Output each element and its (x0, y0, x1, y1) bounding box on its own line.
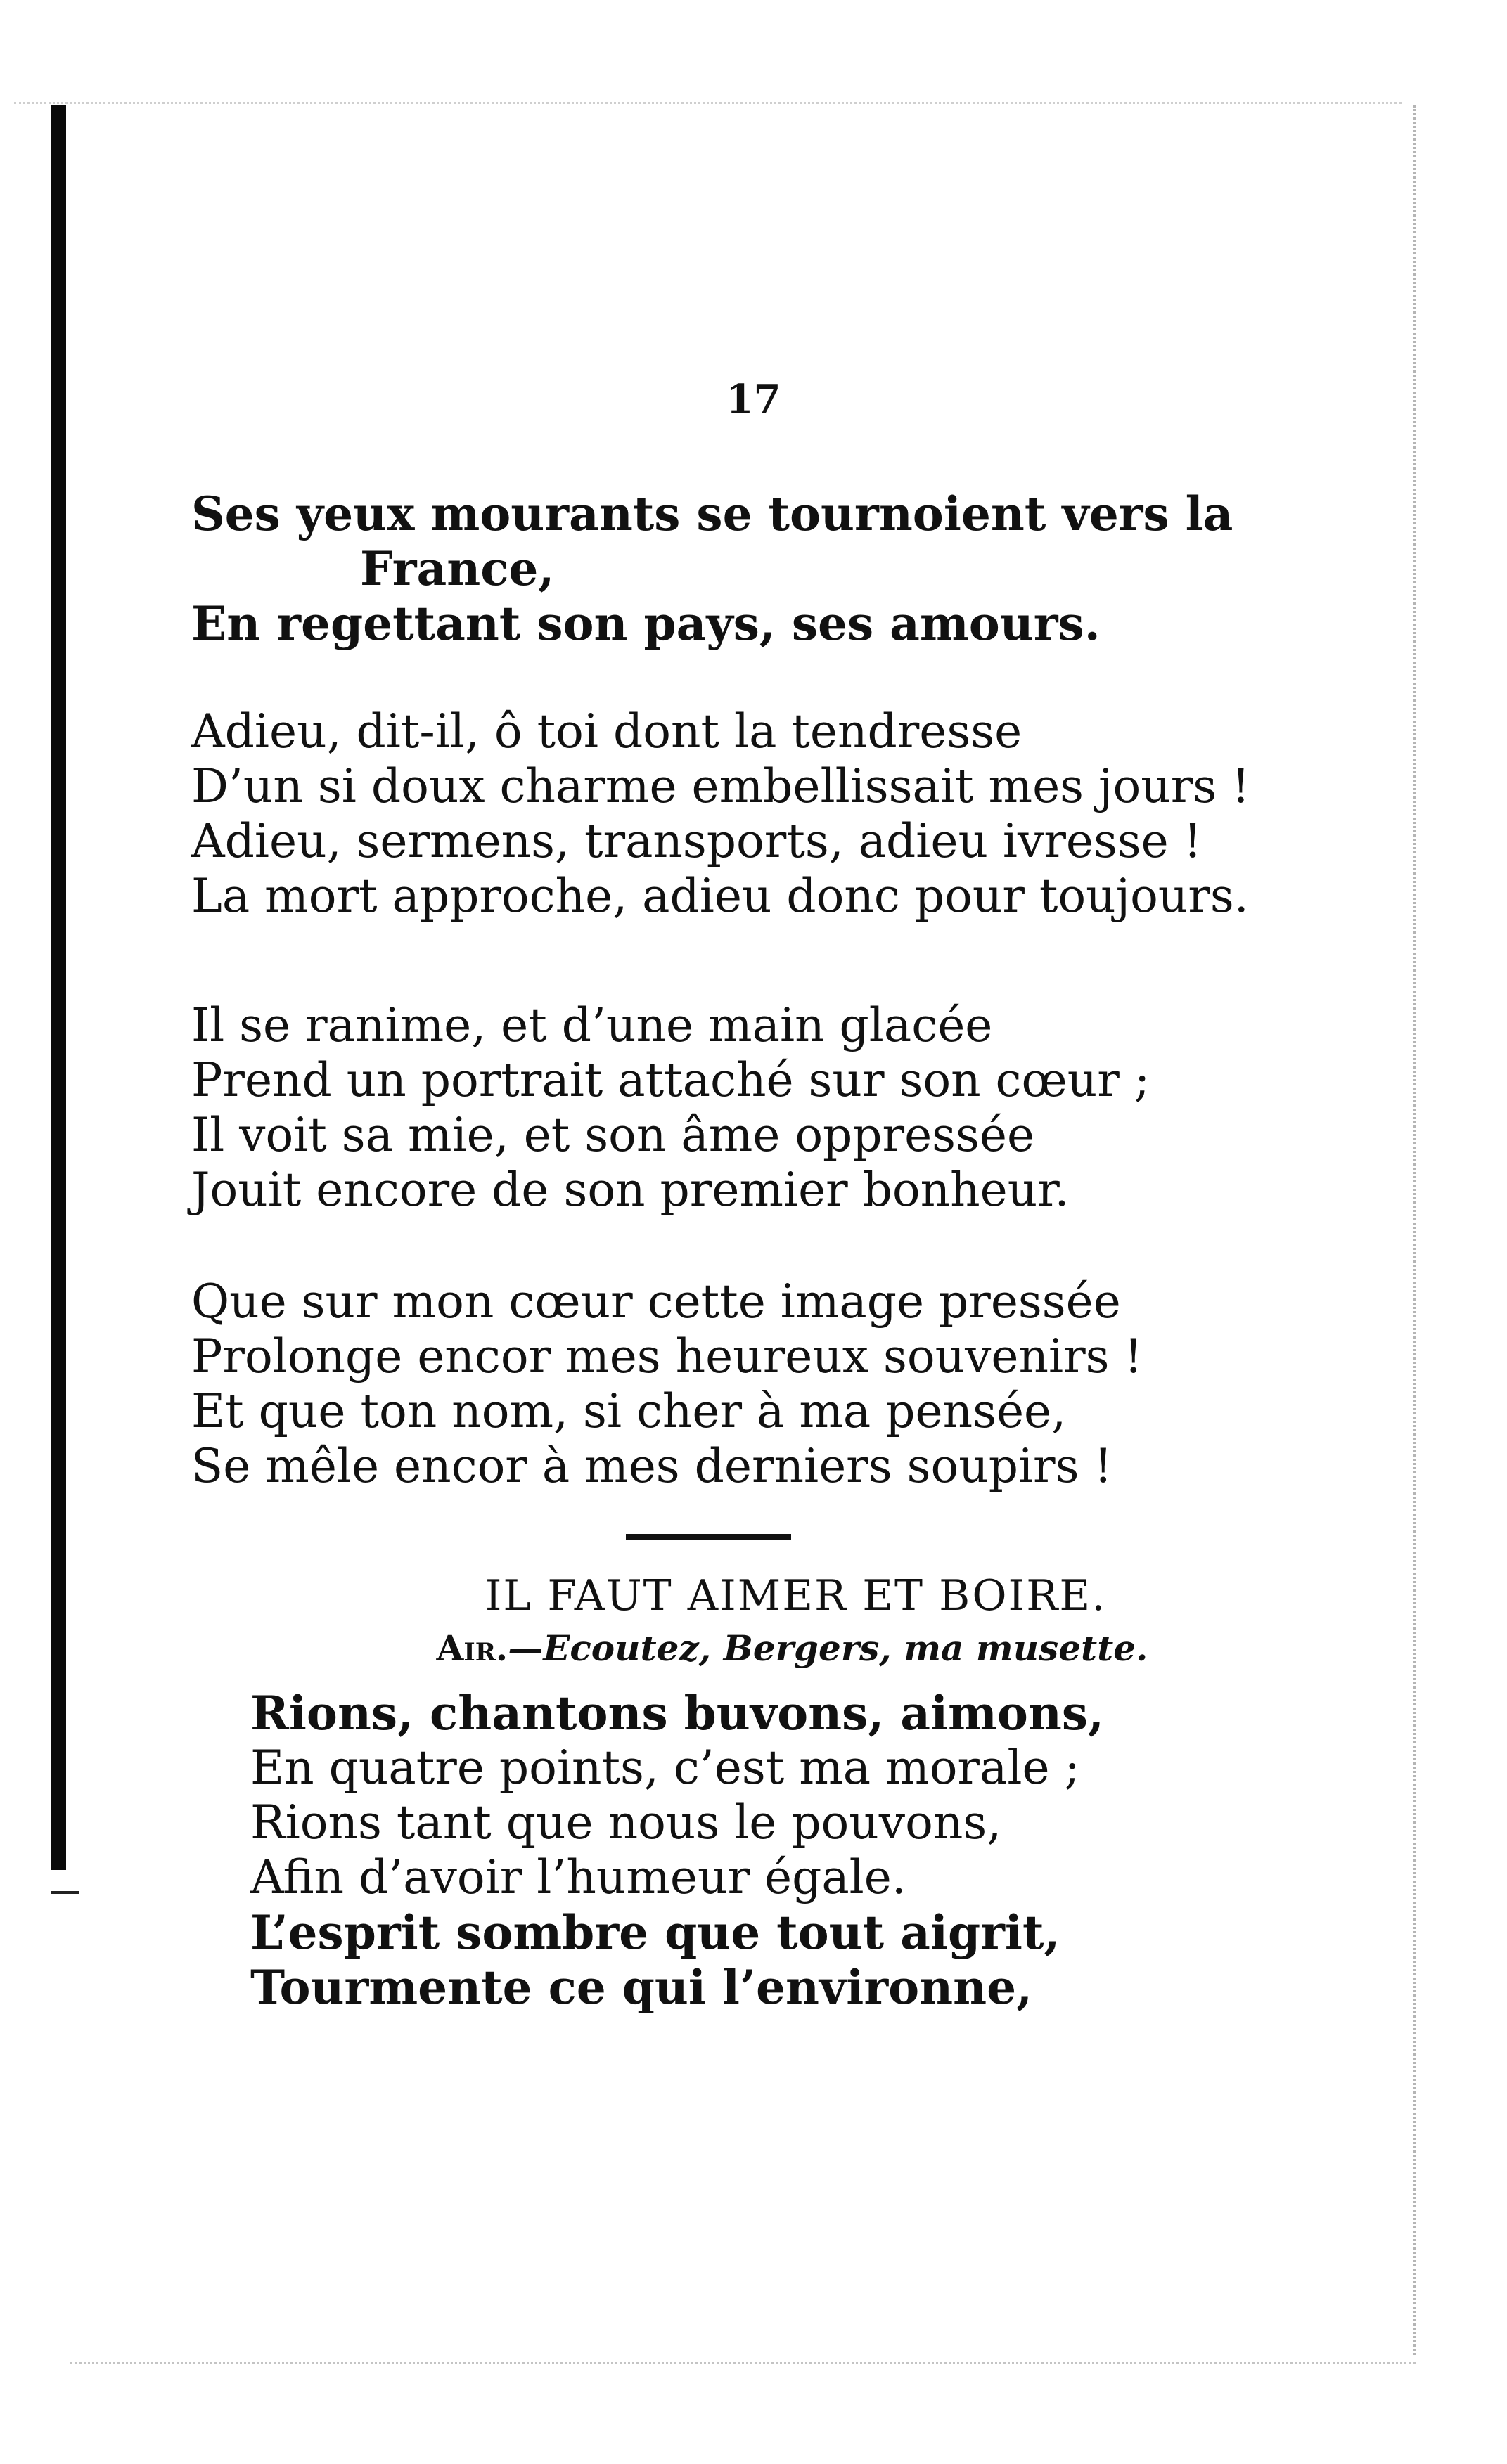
verse-line: Ses yeux mourants se tournoient vers la (191, 486, 1233, 541)
verse-line: En regettant son pays, ses amours. (191, 596, 1101, 651)
verse-line: Il voit sa mie, et son âme oppressée (191, 1108, 1035, 1162)
verse-line: Rions tant que nous le pouvons, (250, 1795, 1002, 1850)
verse-line: Jouit encore de son premier bonheur. (191, 1163, 1070, 1217)
page-number: 17 (726, 376, 781, 423)
verse-line: En quatre points, c’est ma morale ; (250, 1741, 1080, 1795)
verse-line: Prend un portrait attaché sur son cœur ; (191, 1053, 1150, 1107)
verse-line: Afin d’avoir l’humeur égale. (250, 1850, 906, 1904)
air-label: Air. (436, 1627, 508, 1669)
verse-line: Adieu, dit-il, ô toi dont la tendresse (191, 704, 1022, 759)
verse-line: L’esprit sombre que tout aigrit, (250, 1905, 1060, 1960)
verse-line: Rions, chantons buvons, aimons, (250, 1686, 1105, 1741)
verse-line: D’un si doux charme embellissait mes jours ! (191, 759, 1250, 813)
page-bottom-edge (70, 2362, 1416, 2366)
verse-line: Et que ton nom, si cher à ma pensée, (191, 1384, 1067, 1438)
margin-tick (51, 1891, 79, 1894)
air-text: —Ecoutez, Bergers, ma musette. (508, 1627, 1148, 1669)
verse-line: Se mêle encor à mes derniers soupirs ! (191, 1439, 1112, 1493)
song-title: IL FAUT AIMER ET BOIRE. (485, 1571, 1107, 1620)
song-verse (250, 1686, 1305, 2015)
verse-line: Adieu, sermens, transports, adieu ivresse ! (191, 814, 1203, 868)
page-top-edge (14, 102, 1402, 105)
verse-line: Que sur mon cœur cette image pressée (191, 1275, 1121, 1329)
stanza-4 (191, 1275, 1246, 1494)
page-right-edge (1412, 105, 1416, 2355)
stanza-3 (191, 998, 1246, 1218)
verse-line: France, (360, 541, 555, 596)
stanza-2 (191, 704, 1250, 924)
verse-line: Prolonge encor mes heureux souvenirs ! (191, 1329, 1143, 1383)
section-divider (626, 1534, 791, 1540)
verse-line: Il se ranime, et d’une main glacée (191, 998, 993, 1052)
stanza-1 (191, 486, 1246, 651)
song-air (0, 1627, 1507, 1669)
verse-line: Tourmente ce qui l’environne, (250, 1960, 1033, 2015)
verse-line: La mort approche, adieu donc pour toujours. (191, 869, 1249, 923)
